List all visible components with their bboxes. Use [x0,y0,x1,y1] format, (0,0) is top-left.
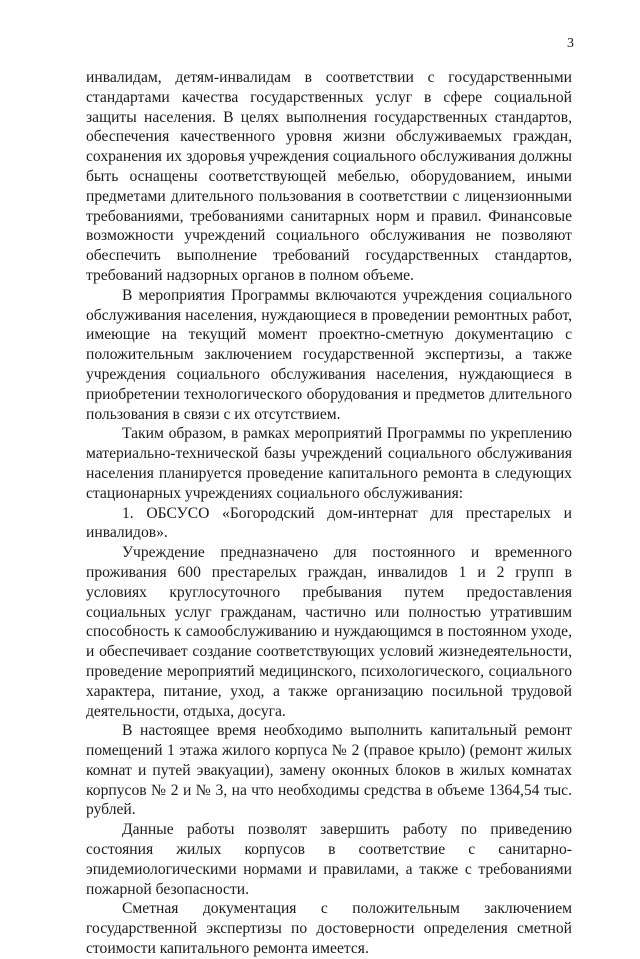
paragraph-institution-title: 1. ОБСУСО «Богородский дом-интернат для престарелых и инвалидов». [86,504,572,542]
paragraph-estimate-documentation: Сметная документация с положительным заключением государственной экспертизы по достоверности определения сметной стоимости капитального ремонта имеется. [86,900,572,958]
paragraph-repair-needs: В настоящее время необходимо выполнить капитальный ремонт помещений 1 этажа жилого корпуса № 2 (правое крыло) (ремонт жилых комнат и путей эвакуации), замену оконных блоков в жилых комнатах корпусов № 2 и № 3, на что необходимы средства в объеме 1364,54 тыс. рублей. [86,722,572,819]
paragraph-program-measures: В мероприятия Программы включаются учреждения социального обслуживания населения, нуждающиеся в проведении ремонтных работ, имеющие на текущий момент проектно-сметную документацию с положительным заключением государственной экспертизы, а также учреждения социального обслуживания населения, нуждающиеся в приобретении технологического оборудования и предметов длительного пользования в связи с их отсутствием. [86,286,572,423]
paragraph-continuation: инвалидам, детям-инвалидам в соответствии с государственными стандартами качества государственных услуг в сфере социальной защиты населения. В целях выполнения государственных стандартов, обеспечения качественного уровня жизни обслуживаемых граждан, сохранения их здоровья учреждения социального обслуживания должны быть оснащены соответствующей мебелью, оборудованием, иными предметами длительного пользования в соответствии с лицензионными требованиями, требованиями санитарных норм и правил. Финансовые возможности учреждений социального обслуживания не позволяют обеспечить выполнение требований государственных стандартов, требований надзорных органов в полном объеме. [86,69,572,284]
page-number: 3 [567,36,574,51]
paragraph-institution-description: Учреждение предназначено для постоянного и временного проживания 600 престарелых граждан, инвалидов 1 и 2 групп в условиях круглосуточного пребывания путем предоставления социальных услуг гражданам, частично или полностью утратившим способность к самообслуживанию и нуждающимся в постоянном уходе, и обеспечивает создание соответствующих условий жизнедеятельности, проведение мероприятий медицинского, психологического, социального характера, питание, уход, а также организацию посильной трудовой деятельности, отдыха, досуга. [86,544,572,720]
document-body [86,68,572,959]
paragraph-repair-outcome: Данные работы позволят завершить работу по приведению состояния жилых корпусов в соответствие с санитарно-эпидемиологическими нормами и правилами, а также с требованиями пожарной безопасности. [86,821,572,898]
paragraph-capital-repair-plan: Таким образом, в рамках мероприятий Программы по укреплению материально-технической базы учреждений социального обслуживания населения планируется проведение капитального ремонта в следующих стационарных учреждениях социального обслуживания: [86,425,572,502]
